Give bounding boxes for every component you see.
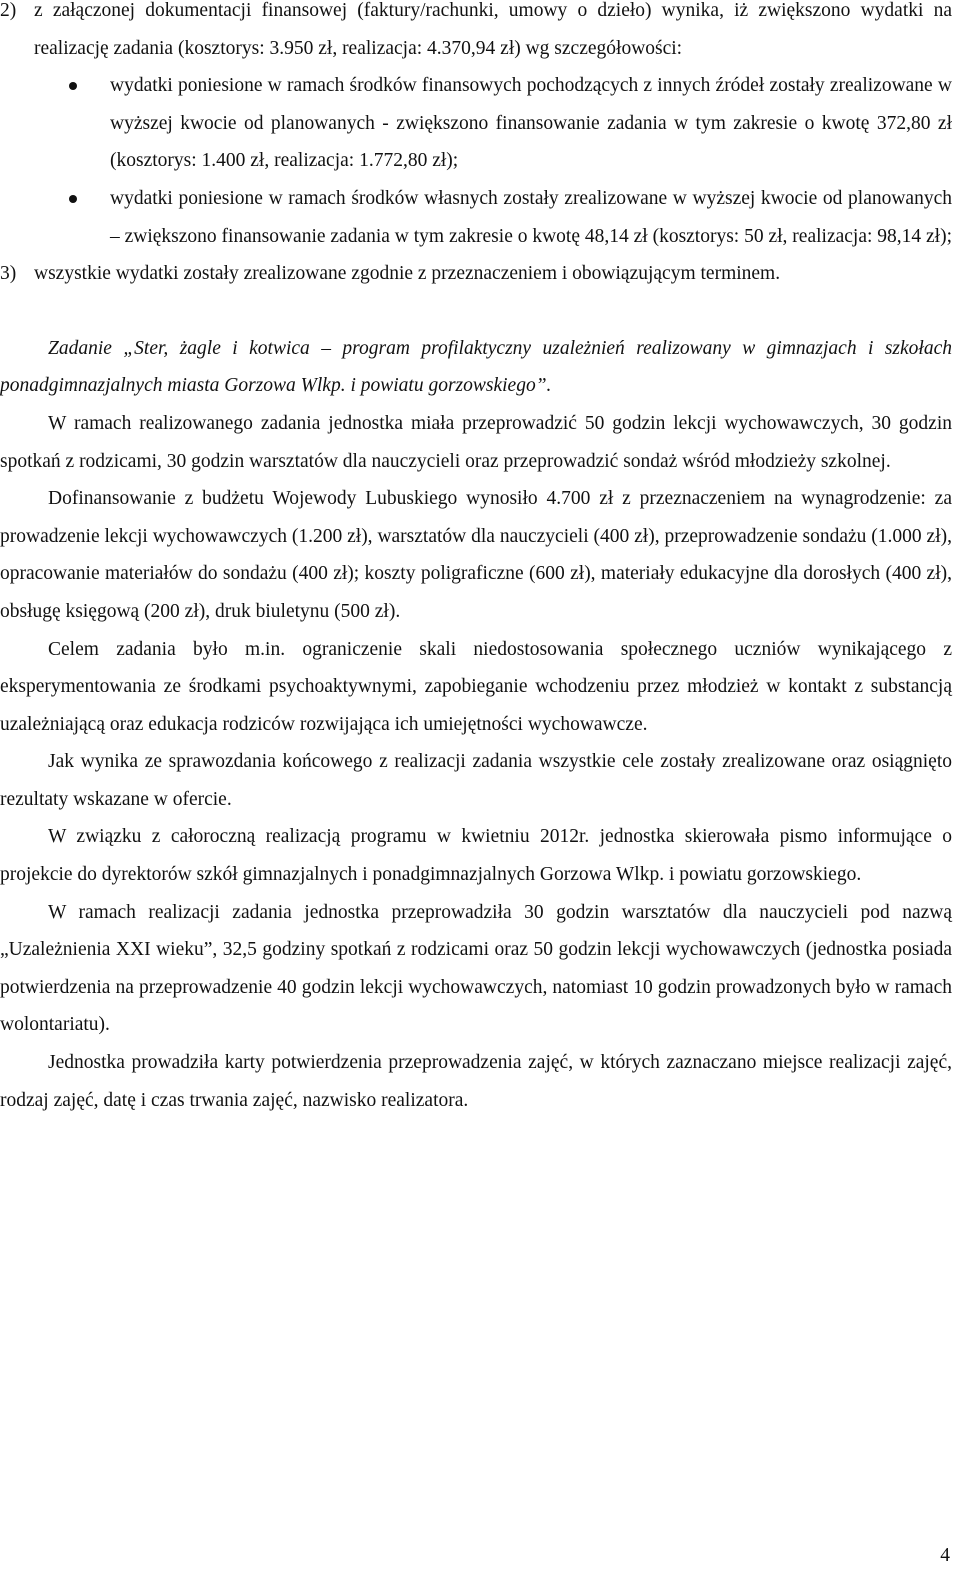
- bullet-item: wydatki poniesione w ramach środków własnych zostały zrealizowane w wyższej kwocie od planowanych – zwiększono finansowanie zadania w tym zakresie o kwotę 48,14 zł (kosztorys: 50 zł, realizacja: 98,14 zł);: [110, 180, 952, 255]
- spacer: [0, 293, 952, 330]
- item-body: [34, 0, 952, 255]
- paragraph: W ramach realizowanego zadania jednostka miała przeprowadzić 50 godzin lekcji wychowawczych, 30 godzin spotkań z rodzicami, 30 godzin warsztatów dla nauczycieli oraz przeprowadzić sondaż wśród młodzieży szkolnej.: [0, 412, 952, 472]
- list-item-3: [0, 255, 952, 293]
- paragraph: W ramach realizacji zadania jednostka przeprowadziła 30 godzin warsztatów dla nauczycieli pod nazwą „Uzależnienia XXI wieku”, 32,5 godziny spotkań z rodzicami oraz 50 godzin lekcji wychowawczych (jednostka posiada potwierdzenia na przeprowadzenie 40 godzin lekcji wychowawczych, natomiast 10 godzin prowadzonych było w ramach wolontariatu).: [0, 901, 952, 1036]
- item-text: z załączonej dokumentacji finansowej (faktury/rachunki, umowy o dzieło) wynika, iż zwiększono wydatki na realizację zadania (kosztorys: 3.950 zł, realizacja: 4.370,94 zł) wg szczegółowości:: [34, 0, 952, 59]
- list-item-2: [0, 0, 952, 255]
- paragraph: Jak wynika ze sprawozdania końcowego z realizacji zadania wszystkie cele zostały zrealizowane oraz osiągnięto rezultaty wskazane w ofercie.: [0, 751, 952, 810]
- page-number: 4: [940, 1545, 950, 1566]
- bullet-item: wydatki poniesione w ramach środków finansowych pochodzących z innych źródeł zostały zrealizowane w wyższej kwocie od planowanych - zwiększono finansowanie zadania w tym zakresie o kwotę 372,80 zł (kosztorys: 1.400 zł, realizacja: 1.772,80 zł);: [110, 67, 952, 180]
- item-body: [34, 255, 952, 293]
- paragraph: W związku z całoroczną realizacją programu w kwietniu 2012r. jednostka skierowała pismo informujące o projekcie do dyrektorów szkół gimnazjalnych i ponadgimnazjalnych Gorzowa Wlkp. i powiatu gorzowskiego.: [0, 826, 952, 886]
- task-heading: Zadanie „Ster, żagle i kotwica – program profilaktyczny uzależnień realizowany w gimnazjach i szkołach ponadgimnazjalnych miasta Gorzowa Wlkp. i powiatu gorzowskiego”.: [0, 337, 952, 397]
- item-number: 3): [0, 263, 17, 285]
- bullet-list: [34, 67, 952, 255]
- item-text: wszystkie wydatki zostały zrealizowane zgodnie z przeznaczeniem i obowiązującym terminem.: [34, 263, 781, 285]
- item-number: 2): [0, 0, 17, 21]
- paragraph: Dofinansowanie z budżetu Wojewody Lubuskiego wynosiło 4.700 zł z przeznaczeniem na wynagrodzenie: za prowadzenie lekcji wychowawczych (1.200 zł), warsztatów dla nauczycieli (400 zł), przeprowadzenie sondażu (1.000 zł), opracowanie materiałów do sondażu (400 zł); koszty poligraficzne (600 zł), materiały edukacyjne dla dorosłych (400 zł), obsługę księgową (200 zł), druk biuletynu (500 zł).: [0, 488, 952, 622]
- paragraph: Celem zadania było m.in. ograniczenie skali niedostosowania społecznego uczniów wynikającego z eksperymentowania ze środkami psychoaktywnymi, zapobieganie wchodzeniu przez młodzież w kontakt z substancją uzależniającą oraz edukacja rodziców rozwijająca ich umiejętności wychowawcze.: [0, 638, 952, 735]
- paragraph: Jednostka prowadziła karty potwierdzenia przeprowadzenia zajęć, w których zaznaczano miejsce realizacji zajęć, rodzaj zajęć, datę i czas trwania zajęć, nazwisko realizatora.: [0, 1052, 952, 1111]
